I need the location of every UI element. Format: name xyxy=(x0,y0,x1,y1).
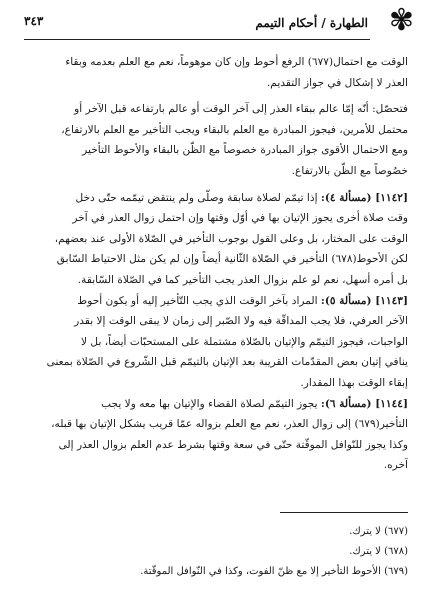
text-line: التأخير(٦٧٩) إلى زوال العذر، نعم مع العلم بزواله عمّا قريب يشكل الإتيان بها قبله، xyxy=(51,418,408,431)
main-text xyxy=(22,52,408,476)
text-line: الآخر العرفي، فلا يجب المداقّة فيه ولا الصّبر إلى زمان لا يبقى الوقت إلا بقدر xyxy=(74,315,408,328)
text-line: يجوز التيمّم لصلاة القضاء والإتيان بها معه ولا يجب xyxy=(101,397,318,410)
issue-paragraph xyxy=(22,291,408,394)
text-line: لكن الأحوط(٦٧٨) التأخير في الصّلاة الثّانية أيضاً وإن لم يكن مثل الاحتياط السّابق xyxy=(56,253,408,266)
text-line: وكذا يجوز للنّوافل الموقّتة حتّى في سعة وقتها بشرط عدم العلم بزوال العذر إلى xyxy=(58,438,408,451)
text-line: ومع الاحتمال الأقوى جواز المبادرة خصوصاً مع الظّن بالبقاء والأحوط التأخير xyxy=(82,144,408,157)
text-line: آخره. xyxy=(383,459,408,472)
footnote-divider xyxy=(280,512,408,513)
page-number: ٣٤٣ xyxy=(24,14,44,28)
text-line: إذا تيمّم لصلاة سابقة وصلّى ولم ينتقض تيمّمه حتّى دخل xyxy=(75,191,318,204)
footnote: (٦٧٨) لا يترك. xyxy=(349,546,408,557)
text-line: ينافي إتيان بعض المقدّمات القريبة بعد الإتيان بالتيمّم قبل الشّروع في الصّلاة بمعنى xyxy=(46,356,408,369)
paragraph xyxy=(22,52,408,93)
footnote: (٦٧٧) لا يترك. xyxy=(349,526,408,537)
text-line: المراد بآخر الوقت الذي يجب التّأخير إليه أو يكون أحوط xyxy=(77,294,318,307)
issue-marker: [١١٤٤] (مسألة ٦): xyxy=(320,397,408,410)
flower-ornament-icon: ✾ xyxy=(388,3,414,38)
issue-marker: [١١٤٣] (مسألة ٥): xyxy=(320,294,408,307)
text-line: خصُوصاً مع الظّن بالارتفاع. xyxy=(291,164,408,177)
text-line: إبقاء الوقت بهذا المقدار. xyxy=(300,376,408,389)
text-line: محتمل للأمرين، فيجوز المبادرة مع العلم بالبقاء ويجب التأخير مع العلم بالارتفاع، xyxy=(61,123,408,136)
issue-paragraph xyxy=(22,188,408,291)
text-line: بل أمره أسهل، نعم لو علم بزوال العذر يجب التأخير كما في الصّلاة السّابقة. xyxy=(77,273,408,286)
text-line: الوقت على المختار، بل وعلى القول بوجوب التأخير في الصّلاة الأولى عند بعضهم، xyxy=(54,232,408,245)
issue-paragraph xyxy=(22,394,408,476)
text-line: فتحصّل: أنّه إمّا عالم ببقاء العذر إلى آخر الوقت أو عالم بارتفاعه قبل الآخر أو xyxy=(74,103,408,116)
header-rule xyxy=(24,39,370,40)
issue-marker: [١١٤٢] (مسألة ٤): xyxy=(320,191,408,204)
footnote: (٦٧٩) الأحوط التأخير إلا مع ظنّ الفوت، وكذا في النّوافل الموقّتة. xyxy=(140,566,408,577)
text-line: العذر لا إشكال في جواز التقديم. xyxy=(266,76,408,89)
text-line: وقت صلاة أخرى يجوز الإتيان بها في أوّل وقتها وإن احتمل زوال العذر في آخر xyxy=(72,212,408,225)
page-header xyxy=(24,3,414,40)
running-title: الطهارة / أحكام التيمم xyxy=(255,16,368,30)
text-line: الوقت مع احتمال(٦٧٧) الرفع أحوط وإن كان موهوماً، نعم مع العلم بعدمه وبقاء xyxy=(65,56,408,68)
footnotes xyxy=(22,522,408,582)
paragraph xyxy=(22,99,408,181)
text-line: الواجبات، فيجوز التيمّم والإتيان بالصّلاة مشتملة على المستحبّات أيضاً، بل لا xyxy=(81,335,408,348)
